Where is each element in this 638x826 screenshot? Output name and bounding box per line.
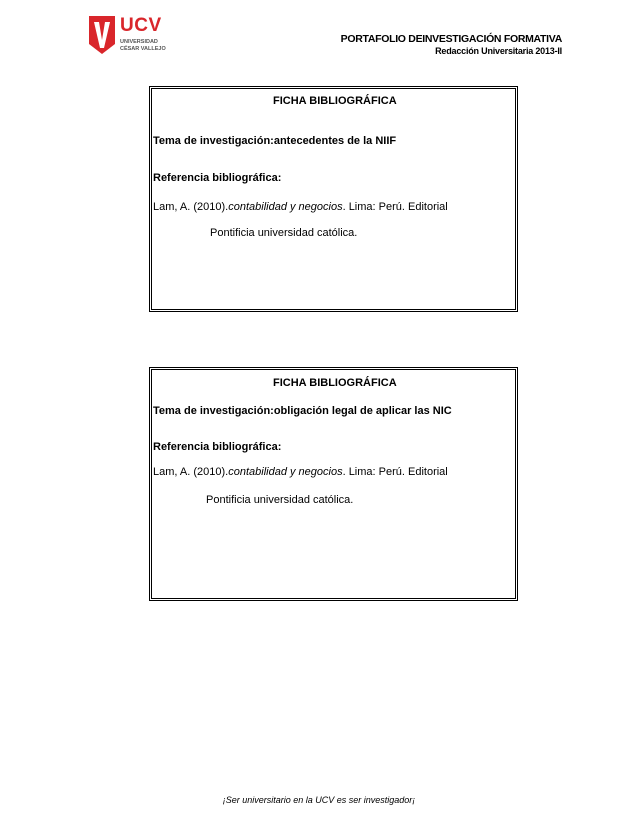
header-subtitle: Redacción Universitaria 2013-II (435, 46, 562, 56)
ref-author: Lam, A. (2010). (153, 466, 229, 478)
footer-slogan: ¡Ser universitario en la UCV es ser investigador¡ (222, 795, 416, 805)
bibliographic-card-1 (149, 86, 518, 312)
bibliographic-card-2 (149, 367, 518, 601)
card-title: FICHA BIBLIOGRÁFICA (273, 95, 397, 107)
logo-line-2: CÉSAR VALLEJO (120, 46, 166, 52)
ucv-logo (87, 14, 177, 56)
card-ref-line (153, 466, 448, 478)
ref-rest: . Lima: Perú. Editorial (342, 466, 448, 478)
card-ref-continuation: Pontificia universidad católica. (206, 494, 354, 506)
ref-rest: . Lima: Perú. Editorial (342, 201, 448, 213)
ucv-shield-icon (87, 14, 117, 56)
ref-work: contabilidad y negocios (228, 466, 343, 478)
card-topic: Tema de investigación:obligación legal de aplicar las NIC (153, 405, 452, 417)
ref-work: contabilidad y negocios (228, 201, 343, 213)
header-title: PORTAFOLIO DEINVESTIGACIÓN FORMATIVA (340, 33, 562, 45)
card-ref-line (153, 201, 448, 213)
card-ref-label: Referencia bibliográfica: (153, 172, 282, 184)
logo-name: UCV (120, 15, 162, 36)
card-ref-continuation: Pontificia universidad católica. (210, 227, 358, 239)
card-ref-label: Referencia bibliográfica: (153, 441, 282, 453)
ref-author: Lam, A. (2010). (153, 201, 229, 213)
card-topic: Tema de investigación:antecedentes de la NIIF (153, 135, 397, 147)
logo-line-1: UNIVERSIDAD (120, 39, 158, 45)
card-title: FICHA BIBLIOGRÁFICA (273, 377, 397, 389)
